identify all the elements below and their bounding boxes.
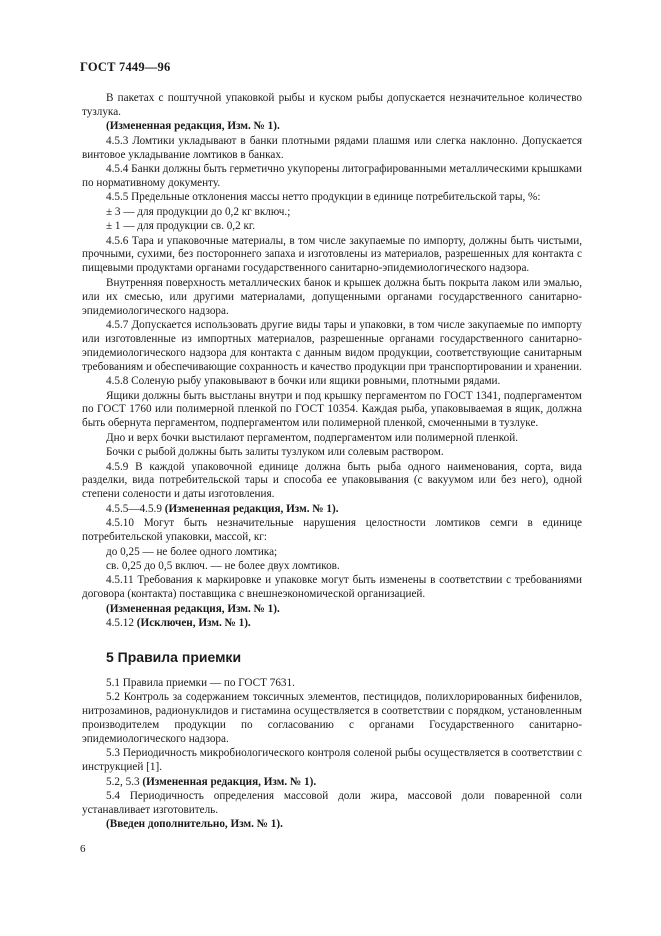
paragraph: 4.5.6 Тара и упаковочные материалы, в том числе закупаемые по импорту, должны быть чистыми, прочными, сухими, без постороннего запаха и изготовлены из материалов, разрешенных для контакта с пищевыми продуктами органами государственного санитарно-эпидемиологического надзора. (82, 234, 582, 275)
paragraph: 5.1 Правила приемки — по ГОСТ 7631. (106, 676, 295, 689)
amendment-note: (Измененная редакция, Изм. № 1). (142, 775, 317, 788)
amendment-note: (Введен дополнительно, Изм. № 1). (106, 818, 283, 831)
paragraph: Бочки с рыбой должны быть залиты тузлуком или солевым раствором. (106, 446, 444, 459)
paragraph-number: 5.2, 5.3 (106, 775, 143, 788)
document-header: ГОСТ 7449—96 (80, 60, 171, 74)
section-title: 5 Правила приемки (106, 648, 242, 665)
paragraph: Дно и верх бочки выстилают пергаментом, подпергаментом или полимерной пленкой. (106, 431, 519, 444)
paragraph: 5.4 Периодичность определения массовой доли жира, массовой доли поваренной соли устанавливает изготовитель. (82, 790, 582, 816)
paragraphs-after-section (82, 677, 582, 832)
paragraph: 4.5.4 Банки должны быть герметично укупорены литографированными металлическими крышками по нормативному документу. (82, 163, 582, 189)
amendment-note: (Исключен, Изм. № 1). (136, 617, 251, 630)
paragraph: 4.5.5 Предельные отклонения массы нетто продукции в единице потребительской тары, %: (106, 191, 541, 204)
paragraph: 4.5.7 Допускается использовать другие виды тары и упаковки, в том числе закупаемые по импорту или изготовленные из импортных материалов, разрешенные органами государственного санитарно-эпидемиологического надзора для контакта с данным видом продукции, соответствующие санитарным требованиям и обеспечивающие сохранность и качество продукции при транспортировании и хранении. (82, 319, 582, 373)
paragraph: 5.3 Периодичность микробиологического контроля соленой рыбы осуществляется в соответствии с инструкцией [1]. (82, 747, 582, 774)
amendment-note: (Измененная редакция, Изм. № 1). (106, 120, 280, 133)
paragraph (82, 776, 582, 790)
paragraph: ± 3 — для продукции до 0,2 кг включ.; (106, 205, 291, 218)
document-body (82, 92, 582, 832)
paragraphs-before-section (82, 92, 582, 631)
paragraph: до 0,25 — не более одного ломтика; (106, 545, 278, 558)
paragraph: св. 0,25 до 0,5 включ. — не более двух ломтиков. (106, 559, 340, 572)
amendment-note: (Измененная редакция, Изм. № 1). (164, 502, 339, 515)
paragraph: ± 1 — для продукции св. 0,2 кг. (106, 220, 256, 233)
paragraph (82, 503, 582, 517)
paragraph: 4.5.3 Ломтики укладывают в банки плотными рядами плашмя или слегка наклонно. Допускается винтовое укладывание ломтиков в банках. (82, 134, 582, 161)
paragraph: В пакетах с поштучной упаковкой рыбы и куском рыбы допускается незначительное количество тузлука. (82, 92, 582, 118)
paragraph: 4.5.9 В каждой упаковочной единице должна быть рыба одного наименования, сорта, вида разделки, вида потребительской тары и способа ее упаковывания (с вакуумом или без него), одной степени солености и даты изготовления. (82, 460, 582, 501)
page-number: 6 (80, 843, 86, 855)
paragraph-number: 4.5.5—4.5.9 (106, 502, 165, 515)
paragraph: 4.5.11 Требования к маркировке и упаковке могут быть изменены в соответствии с требованиями договора (контакта) поставщика с внешнеэкономической организацией. (82, 574, 582, 601)
paragraph: 4.5.10 Могут быть незначительные нарушения целостности ломтиков семги в единице потребительской упаковки, массой, кг: (82, 517, 582, 544)
paragraph-number: 4.5.12 (106, 617, 137, 630)
paragraph: Внутренняя поверхность металлических банок и крышек должна быть покрыта лаком или эмалью, или их смесью, или другими материалами, допущенными органами государственного санитарно-эпидемиологического надзора. (82, 276, 582, 317)
paragraph (82, 617, 582, 631)
paragraph: 5.2 Контроль за содержанием токсичных элементов, пестицидов, полихлорированных бифенилов, нитрозаминов, радионуклидов и гистамина осуществляется в соответствии с порядком, установленным производителем продукции по согласованию с органами Государственного санитарно-эпидемиологического надзора. (82, 691, 582, 745)
paragraph: 4.5.8 Соленую рыбу упаковывают в бочки или ящики ровными, плотными рядами. (106, 375, 501, 388)
paragraph: Ящики должны быть выстланы внутри и под крышку пергаментом по ГОСТ 1341, подпергаментом по ГОСТ 1760 или полимерной пленкой по ГОСТ 10354. Каждая рыба, упаковываемая в ящик, должна быть обернута пергаментом, подпергаментом или полимерной пленкой, смоченными в тузлуке. (82, 389, 582, 430)
amendment-note: (Измененная редакция, Изм. № 1). (106, 602, 280, 615)
